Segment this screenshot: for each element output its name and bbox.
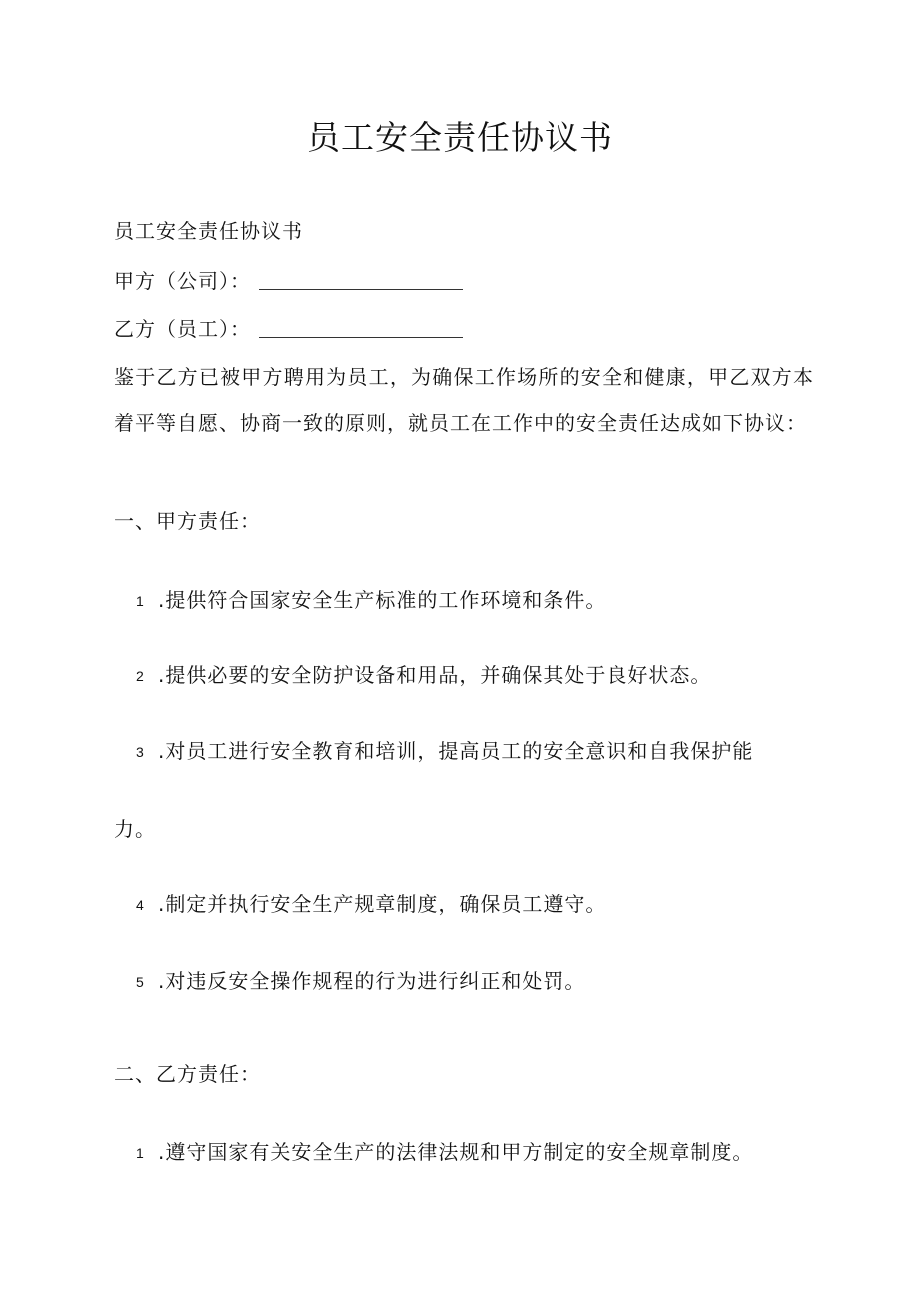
section2-item-1 <box>136 1137 753 1168</box>
section1-heading: 一、甲方责任： <box>114 509 261 533</box>
item-text: .对违反安全操作规程的行为进行纠正和处罚。 <box>158 969 586 993</box>
item-number: 4 <box>136 897 145 913</box>
document-title: 员工安全责任协议书 <box>307 118 613 157</box>
item-number: 1 <box>136 1145 145 1161</box>
item-text: .制定并执行安全生产规章制度，确保员工遵守。 <box>158 892 607 916</box>
party-a-label: 甲方（公司）： <box>114 269 251 293</box>
section1-item-3-continuation: 力。 <box>114 817 156 841</box>
section1-item-2 <box>136 660 711 691</box>
party-a-blank-line <box>259 269 463 290</box>
section2-heading: 二、乙方责任： <box>114 1062 261 1086</box>
party-a-row <box>114 266 463 296</box>
item-number: 2 <box>136 668 145 684</box>
party-b-row <box>114 314 463 344</box>
party-b-label: 乙方（员工）： <box>114 317 251 341</box>
section1-item-5 <box>136 966 585 997</box>
party-b-blank-line <box>259 317 463 338</box>
item-number: 5 <box>136 974 145 990</box>
item-text: .提供符合国家安全生产标准的工作环境和条件。 <box>158 588 607 612</box>
document-subtitle: 员工安全责任协议书 <box>114 219 303 243</box>
item-text: .对员工进行安全教育和培训，提高员工的安全意识和自我保护能 <box>158 739 754 763</box>
section1-item-1 <box>136 585 606 616</box>
section1-item-3 <box>136 736 753 767</box>
item-number: 1 <box>136 593 145 609</box>
section1-item-4 <box>136 889 606 920</box>
item-number: 3 <box>136 744 145 760</box>
preamble-paragraph: 鉴于乙方已被甲方聘用为员工，为确保工作场所的安全和健康，甲乙双方本着平等自愿、协商一致的原则，就员工在工作中的安全责任达成如下协议： <box>114 365 814 435</box>
item-text: .提供必要的安全防护设备和用品，并确保其处于良好状态。 <box>158 663 712 687</box>
item-text: .遵守国家有关安全生产的法律法规和甲方制定的安全规章制度。 <box>158 1140 754 1164</box>
